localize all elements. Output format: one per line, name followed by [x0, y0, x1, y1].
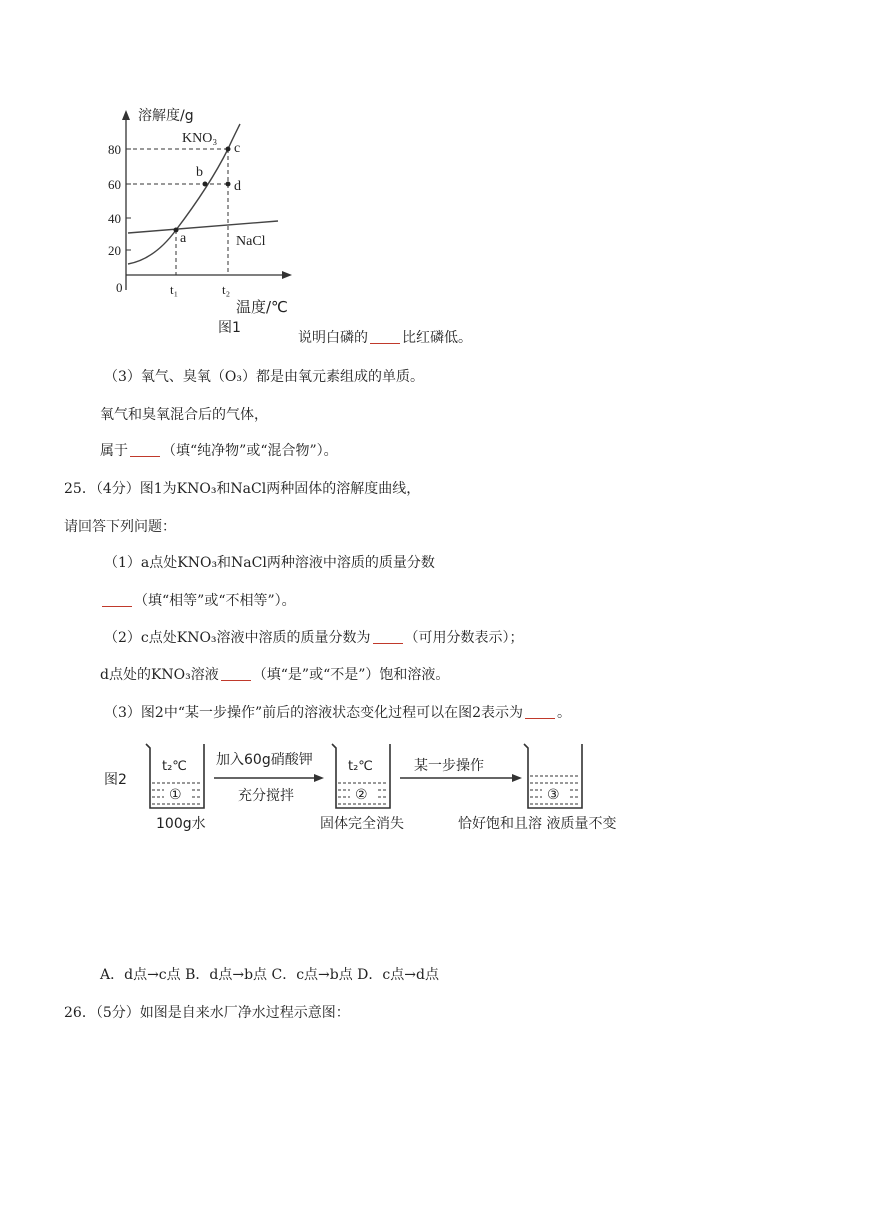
answer-blank — [373, 629, 403, 644]
beaker-1-label: 100g水 — [156, 816, 206, 832]
answer-blank — [221, 666, 251, 681]
beaker-2 — [332, 744, 390, 808]
beaker-1-number: ① — [169, 787, 182, 803]
arrow-2-top-label: 某一步操作 — [414, 758, 484, 774]
point-a — [174, 228, 179, 233]
beaker-2-temp: t₂℃ — [348, 759, 373, 774]
y-tick-label-80: 80 — [108, 142, 121, 157]
x-axis-label: 温度/℃ — [236, 298, 288, 316]
q25-options: A．d点→c点 B．d点→b点 C．c点→b点 D．c点→d点 — [100, 967, 439, 983]
q24-line1-suffix: 比红磷低。 — [402, 330, 472, 346]
answer-blank — [370, 329, 400, 344]
x-tick-label-t1: t₁ — [170, 282, 179, 297]
arrow-1-top-label: 加入60g硝酸钾 — [216, 752, 313, 768]
figure2-caption: 图2 — [104, 772, 127, 788]
q24-line4-suffix: （填“纯净物”或“混合物”）。 — [162, 443, 338, 459]
beaker-2-label: 固体完全消失 — [320, 816, 404, 832]
beaker-1 — [146, 744, 204, 808]
arrow-1-bottom-label: 充分搅拌 — [238, 788, 294, 804]
q25-line4-suffix: （填“相等”或“不相等”）。 — [134, 593, 296, 609]
point-d — [226, 182, 231, 187]
arrow-2-head — [512, 774, 522, 782]
q25-line5-prefix: （2）c点处KNO₃溶液中溶质的质量分数为 — [104, 630, 371, 646]
beaker-1-temp: t₂℃ — [162, 759, 187, 774]
y-axis-arrow — [122, 110, 130, 120]
nacl-label: NaCl — [236, 234, 266, 249]
q25-line1: 25．（4分）图1为KNO₃和NaCl两种固体的溶解度曲线， — [64, 481, 421, 497]
x-axis-arrow — [282, 271, 292, 279]
q24-line3: 氧气和臭氧混合后的气体， — [100, 407, 268, 423]
point-c — [226, 147, 231, 152]
q25-line3: （1）a点处KNO₃和NaCl两种溶液中溶质的质量分数 — [104, 555, 435, 571]
q25-line6-prefix: d点处的KNO₃溶液 — [100, 667, 219, 683]
answer-blank — [102, 592, 132, 607]
kno3-label: KNO₃ — [182, 131, 218, 146]
q24-line4-prefix: 属于 — [100, 443, 128, 459]
q25-line6 — [100, 664, 449, 684]
q24-line2: （3）氧气、臭氧（O₃）都是由氧元素组成的单质。 — [104, 369, 424, 385]
y-axis-label: 溶解度/g — [138, 108, 194, 124]
point-label-a: a — [180, 231, 187, 246]
point-label-b: b — [196, 165, 203, 180]
q24-line1 — [298, 327, 472, 347]
q26-line1: 26．（5分）如图是自来水厂净水过程示意图： — [64, 1005, 350, 1021]
y-tick-label-20: 20 — [108, 243, 121, 258]
q25-line7-suffix: 。 — [557, 705, 572, 721]
q25-line4 — [100, 590, 296, 610]
q25-line7-prefix: （3）图2中“某一步操作”前后的溶液状态变化过程可以在图2表示为 — [104, 705, 524, 721]
y-tick-label-40: 40 — [108, 211, 121, 226]
origin-label: 0 — [116, 280, 123, 295]
answer-blank — [130, 442, 160, 457]
point-b — [203, 182, 208, 187]
nacl-curve — [128, 221, 278, 233]
figure1-caption: 图1 — [218, 320, 241, 336]
y-tick-label-60: 60 — [108, 177, 121, 192]
q25-line2: 请回答下列问题： — [64, 519, 176, 535]
q24-line1-prefix: 说明白磷的 — [298, 330, 368, 346]
q25-line6-suffix: （填“是”或“不是”）饱和溶液。 — [252, 667, 450, 683]
beaker-2-number: ② — [355, 787, 368, 803]
point-label-c: c — [234, 141, 241, 156]
q25-line5-suffix: （可用分数表示）； — [404, 630, 524, 646]
q25-line7 — [104, 702, 571, 722]
beaker-3-label: 恰好饱和且溶 液质量不变 — [458, 816, 617, 832]
q25-line5 — [104, 627, 524, 647]
x-tick-label-t2: t₂ — [222, 282, 231, 297]
beaker-3 — [524, 744, 582, 808]
beaker-process-diagram — [100, 738, 660, 838]
arrow-1-head — [314, 774, 324, 782]
beaker-3-number: ③ — [547, 787, 560, 803]
answer-blank — [525, 704, 555, 719]
solubility-chart — [100, 100, 400, 340]
point-label-d: d — [234, 179, 241, 194]
q24-line4 — [100, 440, 338, 460]
